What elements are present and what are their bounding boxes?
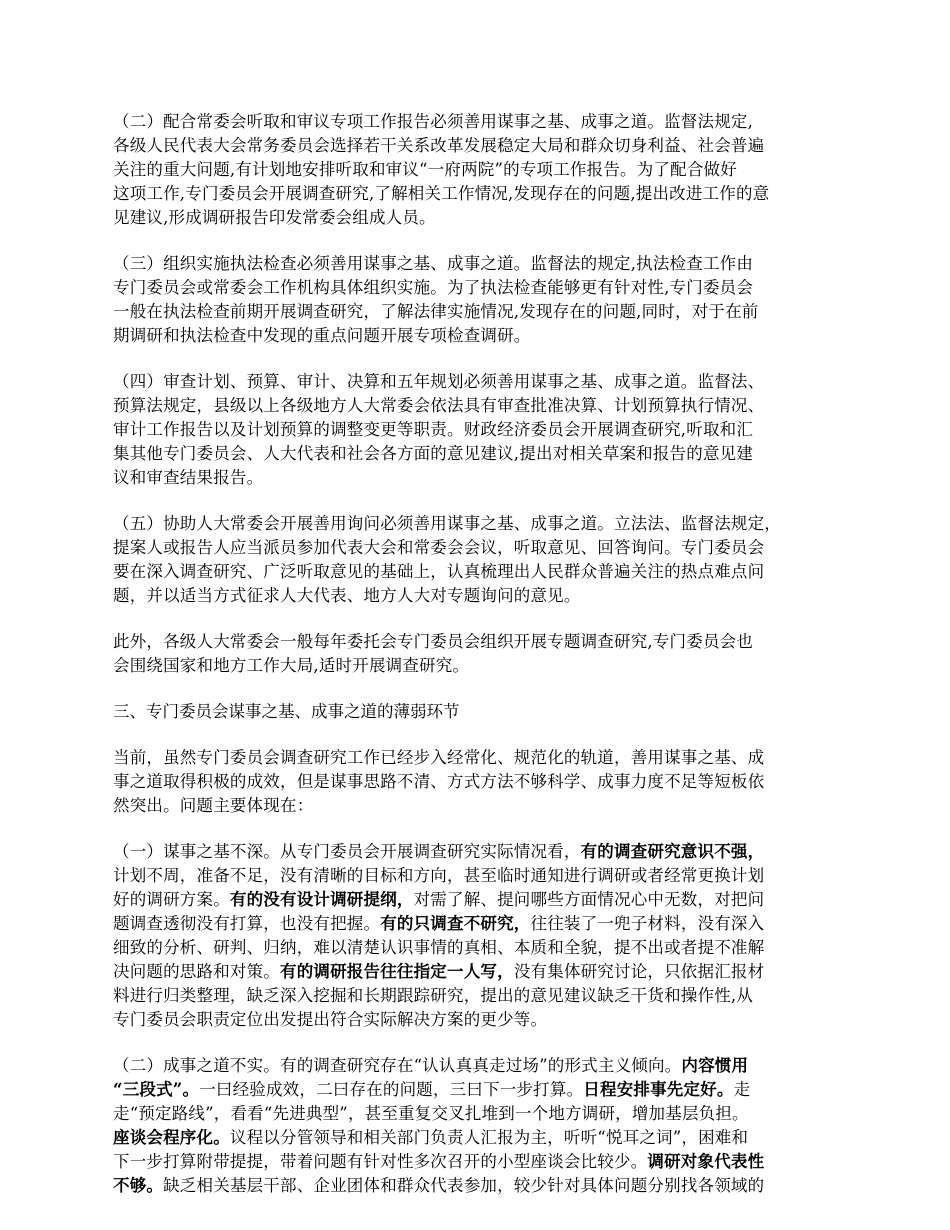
text-run: （二）成事之道不实。有的调查研究存在“认认真真走过场”的形式主义倾向。 [113,1056,682,1075]
text-line [113,1054,848,1078]
text-run: 然突出。问题主要体现在： [113,796,314,815]
text-run: 没有集体研究讨论，只依据汇报材 [513,962,765,981]
text-run: 对需了解、提问哪些方面情况心中无数，对把问 [413,890,765,909]
text-run: （五）协助人大常委会开展善用询问必须善用谋事之基、成事之道。立法法、监督法规定， [113,514,781,533]
text-line [113,888,848,912]
text-run: 料进行归类整理，缺乏深入挖掘和长期跟踪研究，提出的意见建议缺乏干货和操作性,从 [113,986,754,1005]
text-line [113,584,848,608]
text-run: 会围绕国家和地方工作大局,适时开展调查研究。 [113,656,470,675]
document-page [113,110,848,1220]
text-run: 下一步打算附带提提，带着问题有针对性多次召开的小型座谈会比较少。 [113,1152,648,1171]
text-line [113,1102,848,1126]
text-run: 要在深入调查研究、广泛听取意见的基础上，认真梳理出人民群众普遍关注的热点难点问 [113,562,765,581]
text-line [113,466,848,490]
paragraph [113,512,848,608]
text-line [113,984,848,1008]
paragraph [113,110,848,230]
text-run: 集其他专门委员会、人大代表和社会各方面的意见建议,提出对相关草案和报告的意见建 [113,444,754,463]
text-line [113,770,848,794]
text-line [113,936,848,960]
text-run: 计划不周，准备不足，没有清晰的目标和方向，甚至临时通知进行调研或者经常更换计划 [113,866,765,885]
text-line [113,324,848,348]
text-line [113,1008,848,1032]
text-run: 缺乏相关基层干部、企业团体和群众代表参加，较少针对具体问题分别找各领域的 [163,1176,765,1195]
text-line [113,794,848,818]
text-run: 提案人或报告人应当派员参加代表大会和常委会会议，听取意见、回答询问。专门委员会 [113,538,765,557]
bold-text: 有的调查研究意识不强， [580,842,765,861]
text-line [113,536,848,560]
text-run: （三）组织实施执法检查必须善用谋事之基、成事之道。监督法的规定,执法检查工作由 [113,254,754,273]
text-run: 当前，虽然专门委员会调查研究工作已经步入经常化、规范化的轨道，善用谋事之基、成 [113,748,765,767]
bold-text: 有的没有设计调研提纲， [229,890,414,909]
text-line [113,1174,848,1198]
text-run: （一）谋事之基不深。从专门委员会开展调查研究实际情况看， [113,842,581,861]
bold-text: 内容惯用 [681,1056,749,1075]
text-run: 预算法规定，县级以上各级地方人大常委会依法具有审查批准决算、计划预算执行情况、 [113,396,765,415]
bold-text: 日程安排事先定好。 [583,1080,734,1099]
text-line [113,912,848,936]
text-line [113,394,848,418]
text-line [113,512,848,536]
section-heading [113,700,848,724]
bold-text: 座谈会程序化。 [113,1128,230,1147]
text-run: 决问题的思路和对策。 [113,962,280,981]
text-run: 一曰经验成效，二曰存在的问题，三曰下一步打算。 [199,1080,584,1099]
text-line [113,960,848,984]
text-run: 这项工作,专门委员会开展调查研究,了解相关工作情况,发现存在的问题,提出改进工作的意 [113,184,770,203]
text-line [113,1150,848,1174]
text-run: 各级人民代表大会常务委员会选择若干关系改革发展稳定大局和群众切身利益、社会普遍 [113,136,765,155]
text-line [113,746,848,770]
text-run: 往往装了一兜子材料，没有深入 [530,914,765,933]
text-line [113,182,848,206]
text-run: 走 [733,1080,751,1099]
text-line [113,370,848,394]
text-line [113,110,848,134]
text-run: （二）配合常委会听取和审议专项工作报告必须善用谋事之基、成事之道。监督法规定, [113,112,754,131]
text-line [113,560,848,584]
paragraph [113,1054,848,1198]
text-run: 走“预定路线”，看看“先进典型”，甚至重复交叉扎堆到一个地方调研，增加基层负担。 [113,1104,749,1123]
bold-text: 有的调研报告往往指定一人写， [280,962,514,981]
text-line [113,700,848,724]
text-line [113,206,848,230]
bold-text: “三段式”。 [113,1080,200,1099]
text-line [113,864,848,888]
paragraph [113,252,848,348]
text-line [113,1126,848,1150]
text-line [113,1078,848,1102]
text-run: 事之道取得积极的成效，但是谋事思路不清、方式方法不够科学、成事力度不足等短板依 [113,772,765,791]
text-line [113,654,848,678]
text-line [113,442,848,466]
text-line [113,252,848,276]
text-line [113,300,848,324]
text-run: 议程以分管领导和相关部门负责人汇报为主，听听“悦耳之词”，困难和 [229,1128,749,1147]
text-run: 见建议,形成调研报告印发常委会组成人员。 [113,208,436,227]
text-run: 关注的重大问题,有计划地安排听取和审议“一府两院”的专项工作报告。为了配合做好 [113,160,737,179]
text-line [113,630,848,654]
text-run: 好的调研方案。 [113,890,230,909]
text-run: 三、专门委员会谋事之基、成事之道的薄弱环节 [113,702,460,721]
text-run: 细致的分析、研判、归纳，难以清楚认识事情的真相、本质和全貌，提不出或者提不准解 [113,938,765,957]
text-run: 审计工作报告以及计划预算的调整变更等职责。财政经济委员会开展调查研究,听取和汇 [113,420,754,439]
bold-text: 有的只调查不研究， [380,914,531,933]
text-run: 专门委员会或常委会工作机构具体组织实施。为了执法检查能够更有针对性,专门委员会 [113,278,754,297]
text-run: 题调查透彻没有打算，也没有把握。 [113,914,381,933]
paragraph [113,840,848,1032]
bold-text: 不够。 [113,1176,164,1195]
bold-text: 调研对象代表性 [647,1152,765,1171]
text-line [113,418,848,442]
text-run: 议和审查结果报告。 [113,468,264,487]
text-line [113,158,848,182]
text-run: 专门委员会职责定位出发提出符合实际解决方案的更少等。 [113,1010,548,1029]
text-run: 期调研和执法检查中发现的重点问题开展专项检查调研。 [113,326,531,345]
text-run: 此外，各级人大常委会一般每年委托会专门委员会组织开展专题调查研究,专门委员会也 [113,632,754,651]
text-run: 一般在执法检查前期开展调查研究，了解法律实施情况,发现存在的问题,同时，对于在前 [113,302,759,321]
text-line [113,276,848,300]
text-line [113,840,848,864]
paragraph [113,370,848,490]
paragraph [113,746,848,818]
text-line [113,134,848,158]
text-run: （四）审查计划、预算、审计、决算和五年规划必须善用谋事之基、成事之道。监督法、 [113,372,765,391]
text-run: 题，并以适当方式征求人大代表、地方人大对专题询问的意见。 [113,586,581,605]
paragraph [113,630,848,678]
